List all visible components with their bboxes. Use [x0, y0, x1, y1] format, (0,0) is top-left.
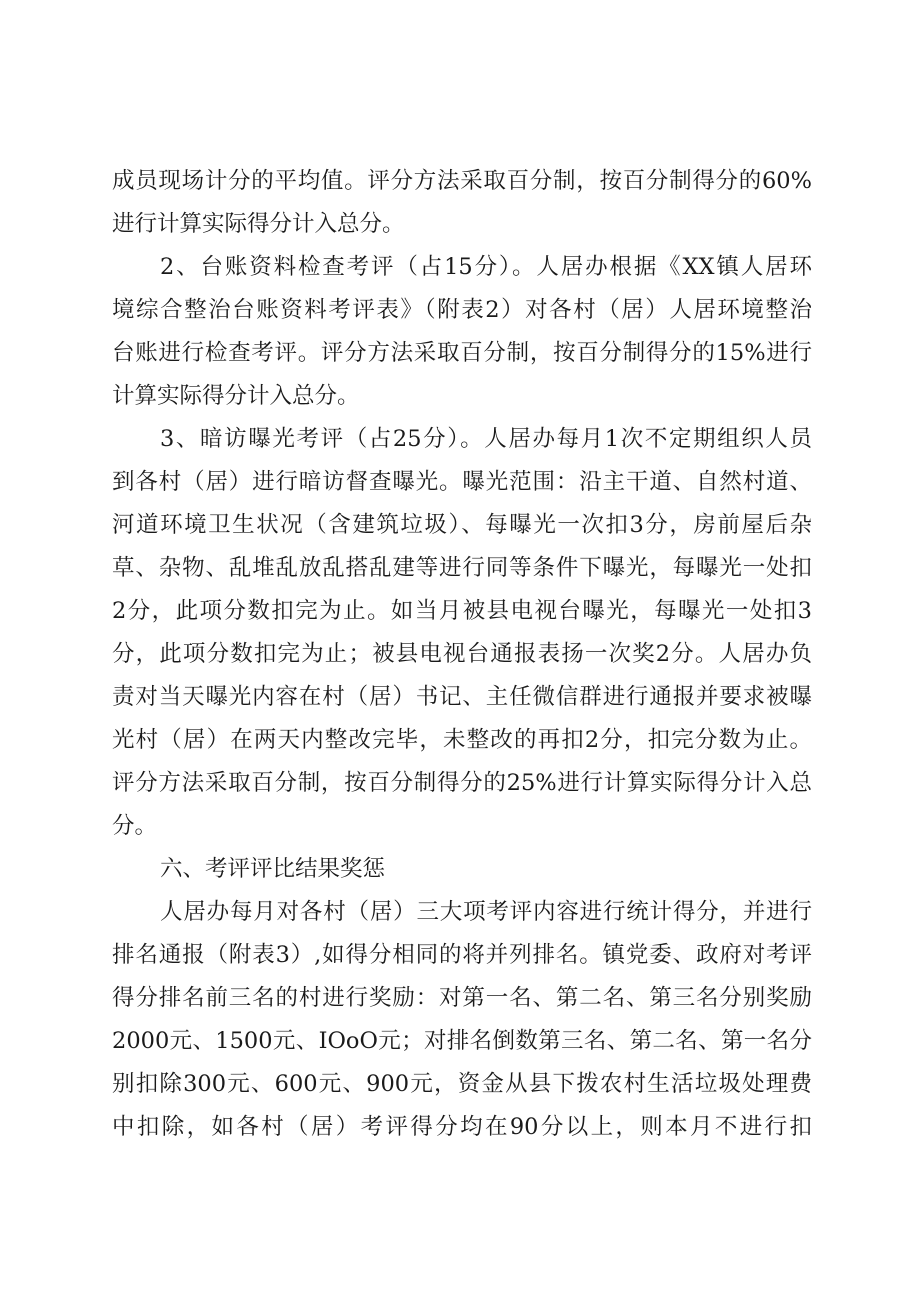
text-line: 别扣除300元、600元、900元，资金从县下拨农村生活垃圾处理费	[112, 1071, 812, 1097]
text-line: 草、杂物、乱堆乱放乱搭乱建等进行同等条件下曝光，每曝光一处扣	[112, 555, 812, 581]
text-line: 成员现场计分的平均值。评分方法采取百分制，按百分制得分的60%	[112, 168, 812, 194]
text-line: 评分方法采取百分制，按百分制得分的25%进行计算实际得分计入总	[112, 770, 812, 796]
text-line: 分。	[112, 813, 158, 839]
text-line: 进行计算实际得分计入总分。	[112, 211, 405, 237]
text-line: 2、台账资料检查考评（占15分）。人居办根据《XX镇人居环	[160, 254, 812, 280]
text-line: 得分排名前三名的村进行奖励：对第一名、第二名、第三名分别奖励	[112, 985, 812, 1011]
text-line: 境综合整治台账资料考评表》（附表2）对各村（居）人居环境整治	[112, 297, 812, 323]
text-line: 到各村（居）进行暗访督查曝光。曝光范围：沿主干道、自然村道、	[112, 469, 812, 495]
text-line: 台账进行检查考评。评分方法采取百分制，按百分制得分的15%进行	[112, 340, 812, 366]
text-line: 排名通报（附表3）,如得分相同的将并列排名。镇党委、政府对考评	[112, 942, 812, 968]
text-line: 责对当天曝光内容在村（居）书记、主任微信群进行通报并要求被曝	[112, 684, 812, 710]
text-line: 3、暗访曝光考评（占25分）。人居办每月1次不定期组织人员	[160, 426, 812, 452]
text-line: 中扣除，如各村（居）考评得分均在90分以上，则本月不进行扣	[112, 1114, 812, 1140]
text-line: 光村（居）在两天内整改完毕，未整改的再扣2分，扣完分数为止。	[112, 727, 812, 753]
text-line: 2分，此项分数扣完为止。如当月被县电视台曝光，每曝光一处扣3	[112, 598, 812, 624]
text-line: 计算实际得分计入总分。	[112, 383, 360, 409]
text-line: 人居办每月对各村（居）三大项考评内容进行统计得分，并进行	[160, 899, 812, 925]
text-line: 河道环境卫生状况（含建筑垃圾）、每曝光一次扣3分，房前屋后杂	[112, 512, 812, 538]
section-heading: 六、考评评比结果奖惩	[160, 856, 386, 882]
text-line: 2000元、1500元、IOoO元；对排名倒数第三名、第二名、第一名分	[112, 1028, 812, 1054]
text-line: 分，此项分数扣完为止；被县电视台通报表扬一次奖2分。人居办负	[112, 641, 812, 667]
